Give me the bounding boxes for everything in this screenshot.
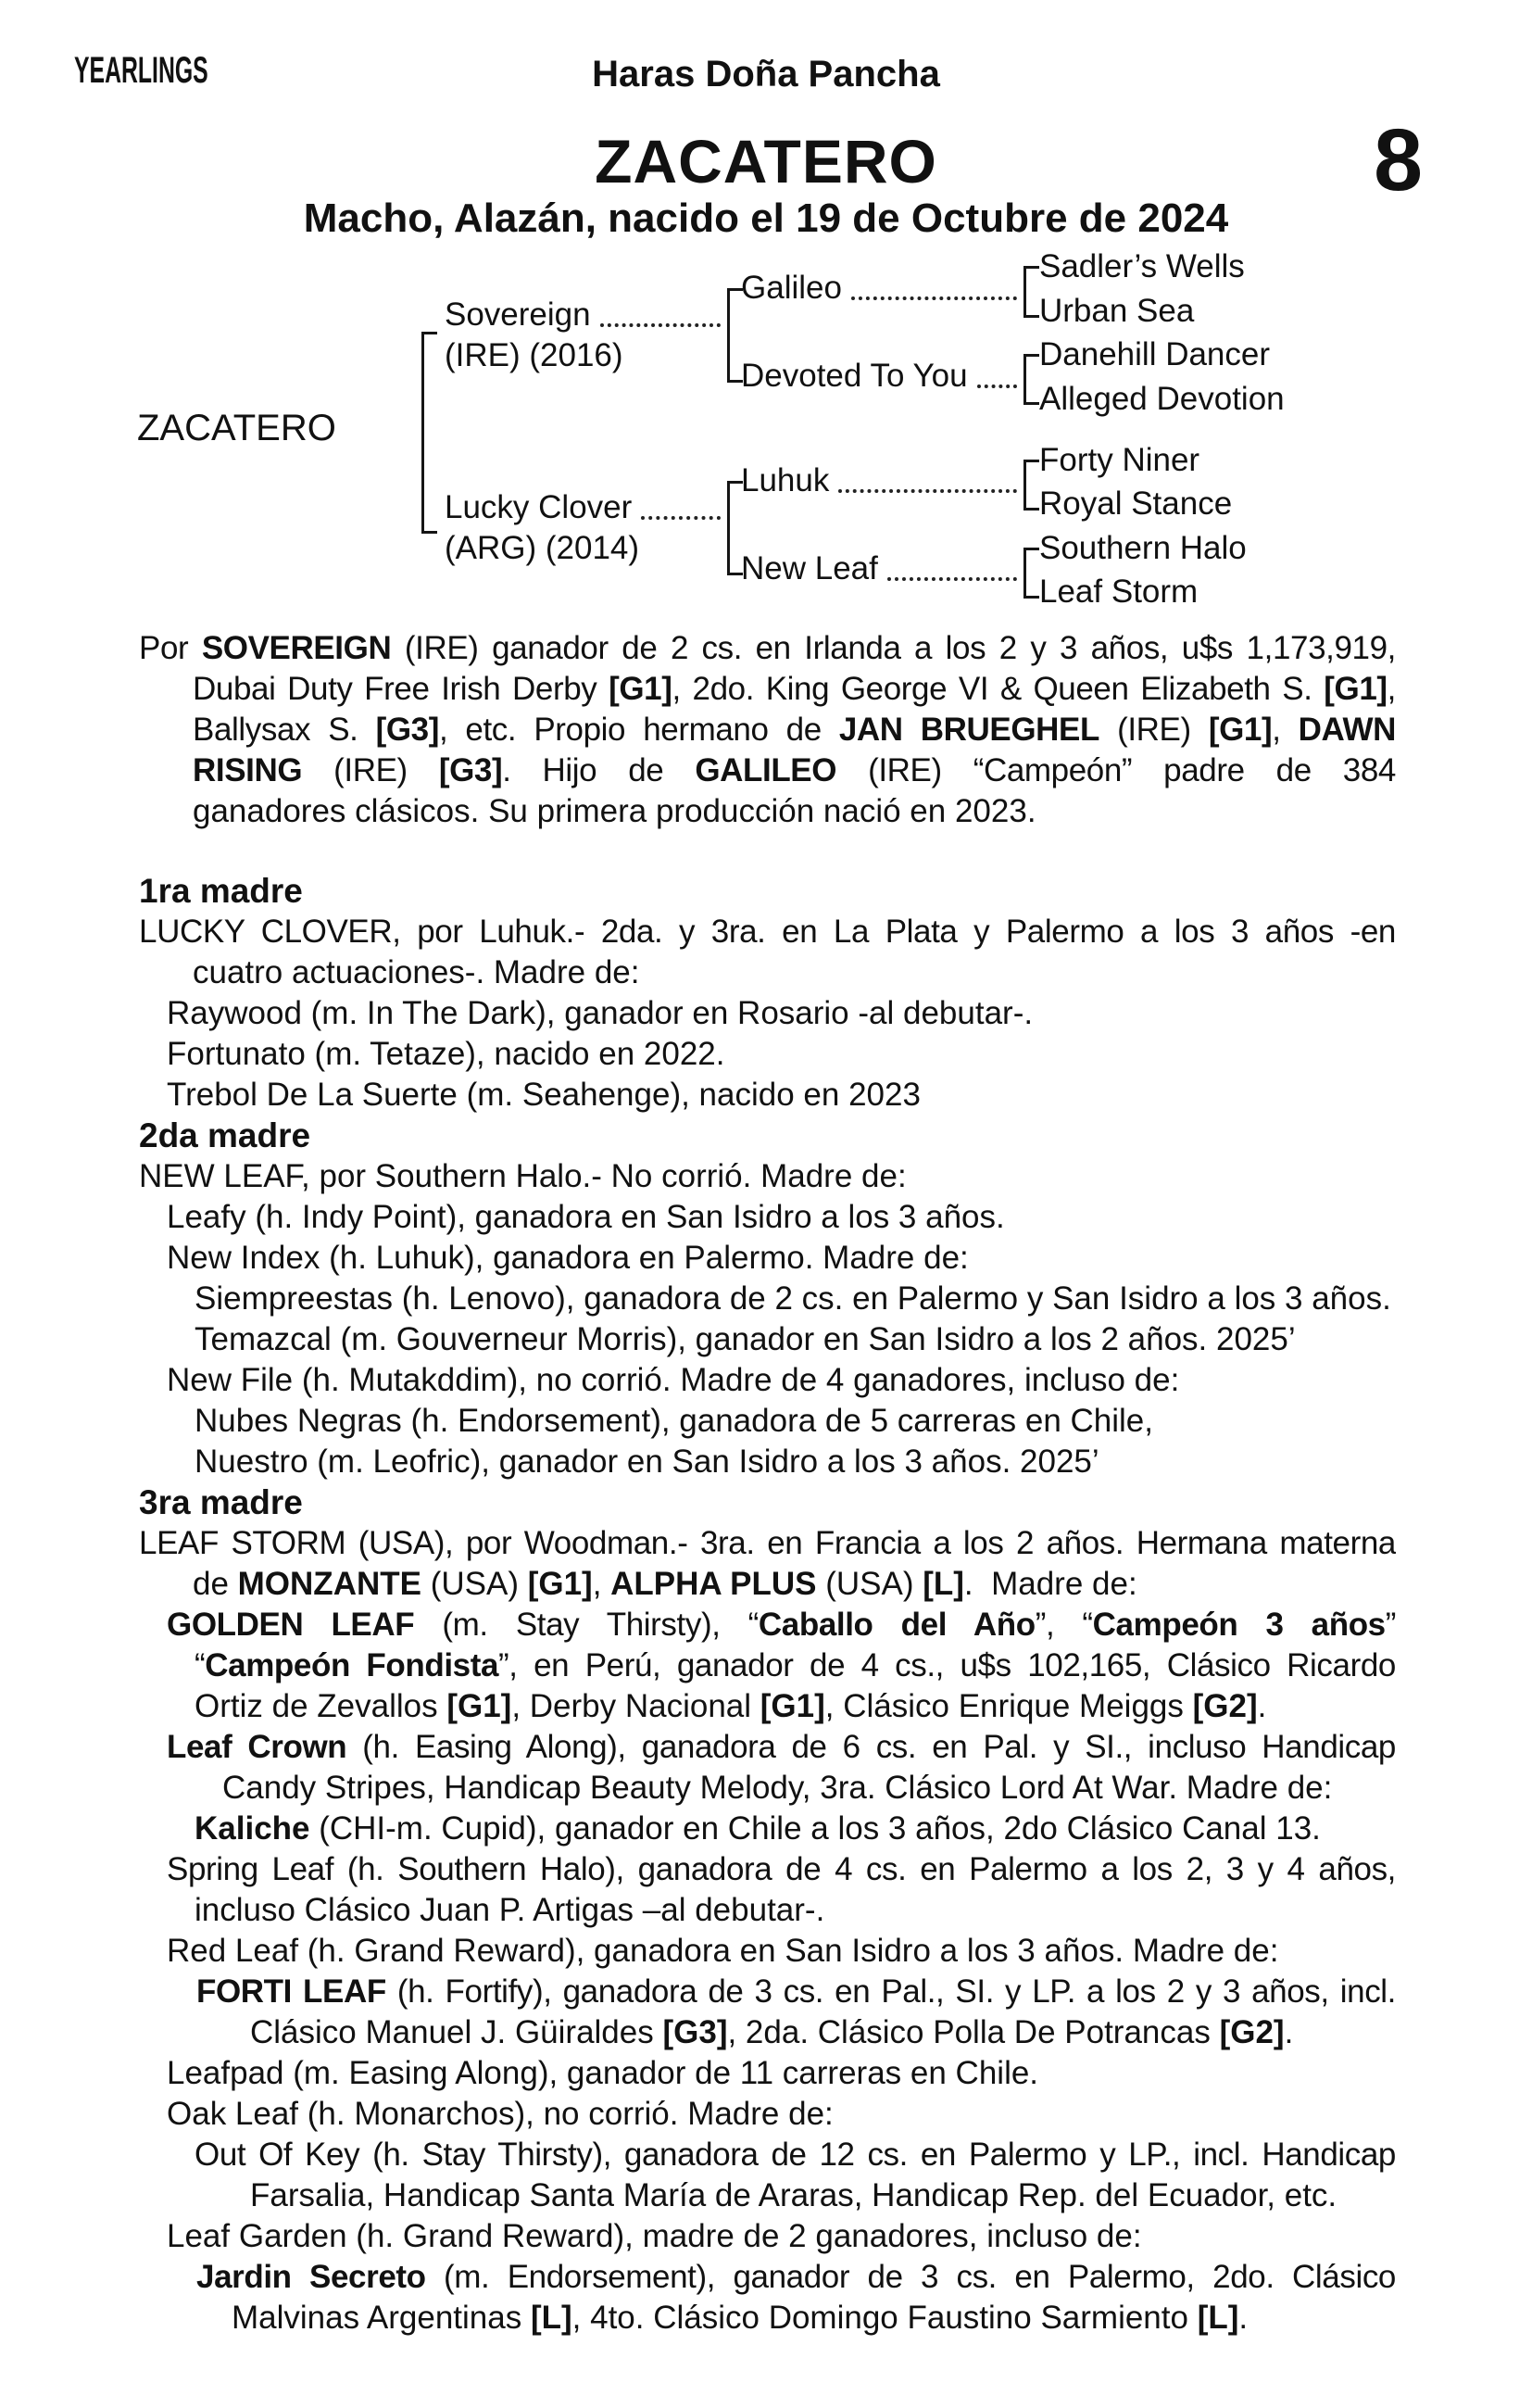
text-line: Leaf Crown (h. Easing Along), ganadora de 6 cs. en Pal. y SI., incluso Handicap — [167, 1729, 1396, 1765]
bracket-dam-dam-parents — [1023, 548, 1039, 599]
bold-text: Leaf Crown — [167, 1729, 347, 1765]
pedigree-ggp: Leaf Storm — [1039, 574, 1199, 610]
bold-text: Caballo del Año — [758, 1607, 1036, 1643]
text-line: Dubai Duty Free Irish Derby [G1], 2do. King George VI & Queen Elizabeth S. [G1], — [193, 671, 1396, 707]
text-line: Siempreestas (h. Lenovo), ganadora de 2 cs. en Palermo y San Isidro a los 3 años. — [195, 1280, 1391, 1317]
bold-text: [G3] — [375, 712, 439, 748]
bold-text: [G2] — [1219, 2014, 1285, 2050]
pedigree-sire-sire: Galileo — [741, 270, 842, 306]
text-line: Kaliche (CHI-m. Cupid), ganador en Chile a los 3 años, 2do Clásico Canal 13. — [195, 1810, 1321, 1847]
pedigree-ggp: Forty Niner — [1039, 442, 1200, 478]
text-line: Clásico Manuel J. Güiraldes [G3], 2da. Clásico Polla De Potrancas [G2]. — [250, 2014, 1294, 2050]
bold-text: ALPHA PLUS — [610, 1566, 817, 1602]
bold-text: GALILEO — [695, 752, 837, 788]
pedigree-dam-origin: (ARG) (2014) — [445, 530, 640, 566]
horse-name-title: ZACATERO — [595, 127, 937, 195]
dotted-leader — [977, 356, 1017, 388]
bold-text: [G3] — [438, 752, 503, 788]
text-line: Ortiz de Zevallos [G1], Derby Nacional [G1], Clásico Enrique Meiggs [G2]. — [195, 1688, 1267, 1724]
bold-text: [G1] — [1208, 712, 1273, 748]
section-heading: 3ra madre — [139, 1483, 303, 1521]
dotted-leader — [641, 487, 721, 520]
bold-text: DAWN — [1298, 712, 1396, 748]
bold-text: [G1] — [760, 1688, 825, 1724]
text-line: GOLDEN LEAF (m. Stay Thirsty), “Caballo del Año”, “Campeón 3 años” — [167, 1607, 1396, 1643]
bold-text: JAN BRUEGHEL — [838, 712, 1099, 748]
bold-text: [L] — [923, 1566, 964, 1602]
bracket-parents — [421, 332, 437, 534]
text-line: Red Leaf (h. Grand Reward), ganadora en San Isidro a los 3 años. Madre de: — [167, 1933, 1279, 1969]
bold-text: Jardin Secreto — [196, 2259, 426, 2295]
pedigree-subject: ZACATERO — [137, 408, 336, 448]
pedigree-sire: Sovereign — [445, 296, 591, 333]
text-line: Fortunato (m. Tetaze), nacido en 2022. — [167, 1036, 725, 1072]
pedigree-ggp: Southern Halo — [1039, 530, 1247, 566]
text-line: Jardin Secreto (m. Endorsement), ganador de 3 cs. en Palermo, 2do. Clásico — [196, 2259, 1396, 2295]
text-line: “Campeón Fondista”, en Perú, ganador de 4 cs., u$s 102,165, Clásico Ricardo — [195, 1647, 1396, 1683]
bold-text: [G1] — [527, 1566, 593, 1602]
dotted-leader — [851, 268, 1017, 300]
text-line: FORTI LEAF (h. Fortify), ganadora de 3 cs. en Pal., SI. y LP. a los 2 y 3 años, incl. — [196, 1973, 1396, 2010]
consignor-name: Haras Doña Pancha — [592, 54, 940, 95]
pedigree-ggp: Urban Sea — [1039, 293, 1195, 329]
section-heading: 2da madre — [139, 1116, 311, 1154]
lot-number: 8 — [1374, 111, 1423, 209]
dotted-leader — [838, 460, 1017, 493]
text-line: Trebol De La Suerte (m. Seahenge), nacido en 2023 — [167, 1077, 921, 1113]
text-line: de MONZANTE (USA) [G1], ALPHA PLUS (USA) [L]. Madre de: — [193, 1566, 1137, 1602]
text-line: RISING (IRE) [G3]. Hijo de GALILEO (IRE) “Campeón” padre de 384 — [193, 752, 1396, 788]
bold-text: Campeón 3 años — [1092, 1607, 1386, 1643]
text-line: New Index (h. Luhuk), ganadora en Palermo. Madre de: — [167, 1240, 969, 1276]
bracket-dam-sire-parents — [1023, 460, 1039, 511]
text-line: Out Of Key (h. Stay Thirsty), ganadora de 12 cs. en Palermo y LP., incl. Handicap — [195, 2137, 1396, 2173]
text-line: Nuestro (m. Leofric), ganador en San Isidro a los 3 años. 2025’ — [195, 1444, 1099, 1480]
text-line: Leafpad (m. Easing Along), ganador de 11 carreras en Chile. — [167, 2055, 1039, 2091]
bold-text: [G1] — [446, 1688, 512, 1724]
bold-text: [G3] — [662, 2014, 728, 2050]
pedigree-ggp: Danehill Dancer — [1039, 336, 1271, 372]
text-line: Farsalia, Handicap Santa María de Araras, Handicap Rep. del Ecuador, etc. — [250, 2177, 1337, 2213]
text-line: Spring Leaf (h. Southern Halo), ganadora de 4 cs. en Palermo a los 2, 3 y 4 años, — [167, 1851, 1396, 1887]
pedigree-sire-origin: (IRE) (2016) — [445, 337, 623, 373]
text-line: New File (h. Mutakddim), no corrió. Madre de 4 ganadores, incluso de: — [167, 1362, 1180, 1398]
pedigree-ggp: Sadler’s Wells — [1039, 248, 1245, 284]
bracket-sire-dam-parents — [1023, 354, 1039, 405]
text-line: Oak Leaf (h. Monarchos), no corrió. Madre de: — [167, 2096, 834, 2132]
pedigree-dam-sire: Luhuk — [741, 462, 830, 498]
text-line: Nubes Negras (h. Endorsement), ganadora de 5 carreras en Chile, — [195, 1403, 1153, 1439]
text-line: NEW LEAF, por Southern Halo.- No corrió. Madre de: — [139, 1158, 907, 1194]
text-line: Malvinas Argentinas [L], 4to. Clásico Domingo Faustino Sarmiento [L]. — [232, 2300, 1249, 2336]
bold-text: FORTI LEAF — [196, 1973, 386, 2010]
text-line: Candy Stripes, Handicap Beauty Melody, 3ra. Clásico Lord At War. Madre de: — [222, 1770, 1333, 1806]
bold-text: Campeón Fondista — [205, 1647, 499, 1683]
section-heading: 1ra madre — [139, 872, 303, 910]
pedigree-ggp: Royal Stance — [1039, 485, 1233, 522]
text-line: Raywood (m. In The Dark), ganador en Rosario -al debutar-. — [167, 995, 1034, 1031]
pedigree-ggp: Alleged Devotion — [1039, 381, 1285, 417]
bold-text: RISING — [193, 752, 303, 788]
text-line: ganadores clásicos. Su primera producción nació en 2023. — [193, 793, 1036, 829]
bold-text: [L] — [530, 2300, 572, 2336]
bold-text: [G1] — [609, 671, 672, 707]
bold-text: Kaliche — [195, 1810, 310, 1847]
dotted-leader — [600, 295, 721, 327]
bracket-sire-sire-parents — [1023, 266, 1039, 318]
pedigree-sire-dam: Devoted To You — [741, 358, 968, 394]
bold-text: GOLDEN LEAF — [167, 1607, 415, 1643]
pedigree-text — [139, 628, 1396, 2339]
text-line: Leaf Garden (h. Grand Reward), madre de 2 ganadores, incluso de: — [167, 2218, 1142, 2254]
text-line: LEAF STORM (USA), por Woodman.- 3ra. en Francia a los 2 años. Hermana materna — [139, 1525, 1396, 1561]
pedigree-dam: Lucky Clover — [445, 489, 633, 525]
text-line: Temazcal (m. Gouverneur Morris), ganador en San Isidro a los 2 años. 2025’ — [195, 1321, 1296, 1357]
text-line: Por SOVEREIGN (IRE) ganador de 2 cs. en Irlanda a los 2 y 3 años, u$s 1,173,919, — [139, 630, 1396, 666]
bold-text: SOVEREIGN — [201, 630, 392, 666]
pedigree-tree — [0, 0, 1532, 630]
bold-text: [G2] — [1192, 1688, 1258, 1724]
text-line: incluso Clásico Juan P. Artigas –al debutar-. — [195, 1892, 825, 1928]
text-line: Ballysax S. [G3], etc. Propio hermano de JAN BRUEGHEL (IRE) [G1], DAWN — [193, 712, 1396, 748]
bold-text: [G1] — [1324, 671, 1388, 707]
text-line: LUCKY CLOVER, por Luhuk.- 2da. y 3ra. en La Plata y Palermo a los 3 años -en — [139, 914, 1396, 950]
text-line: cuatro actuaciones-. Madre de: — [193, 954, 640, 990]
horse-details: Macho, Alazán, nacido el 19 de Octubre de 2024 — [303, 195, 1229, 241]
text-line: Leafy (h. Indy Point), ganadora en San Isidro a los 3 años. — [167, 1199, 1005, 1235]
pedigree-dam-dam: New Leaf — [741, 550, 878, 586]
bold-text: MONZANTE — [237, 1566, 421, 1602]
catalog-section-label: YEARLINGS — [74, 50, 208, 91]
bold-text: [L] — [1197, 2300, 1239, 2336]
dotted-leader — [887, 548, 1017, 581]
